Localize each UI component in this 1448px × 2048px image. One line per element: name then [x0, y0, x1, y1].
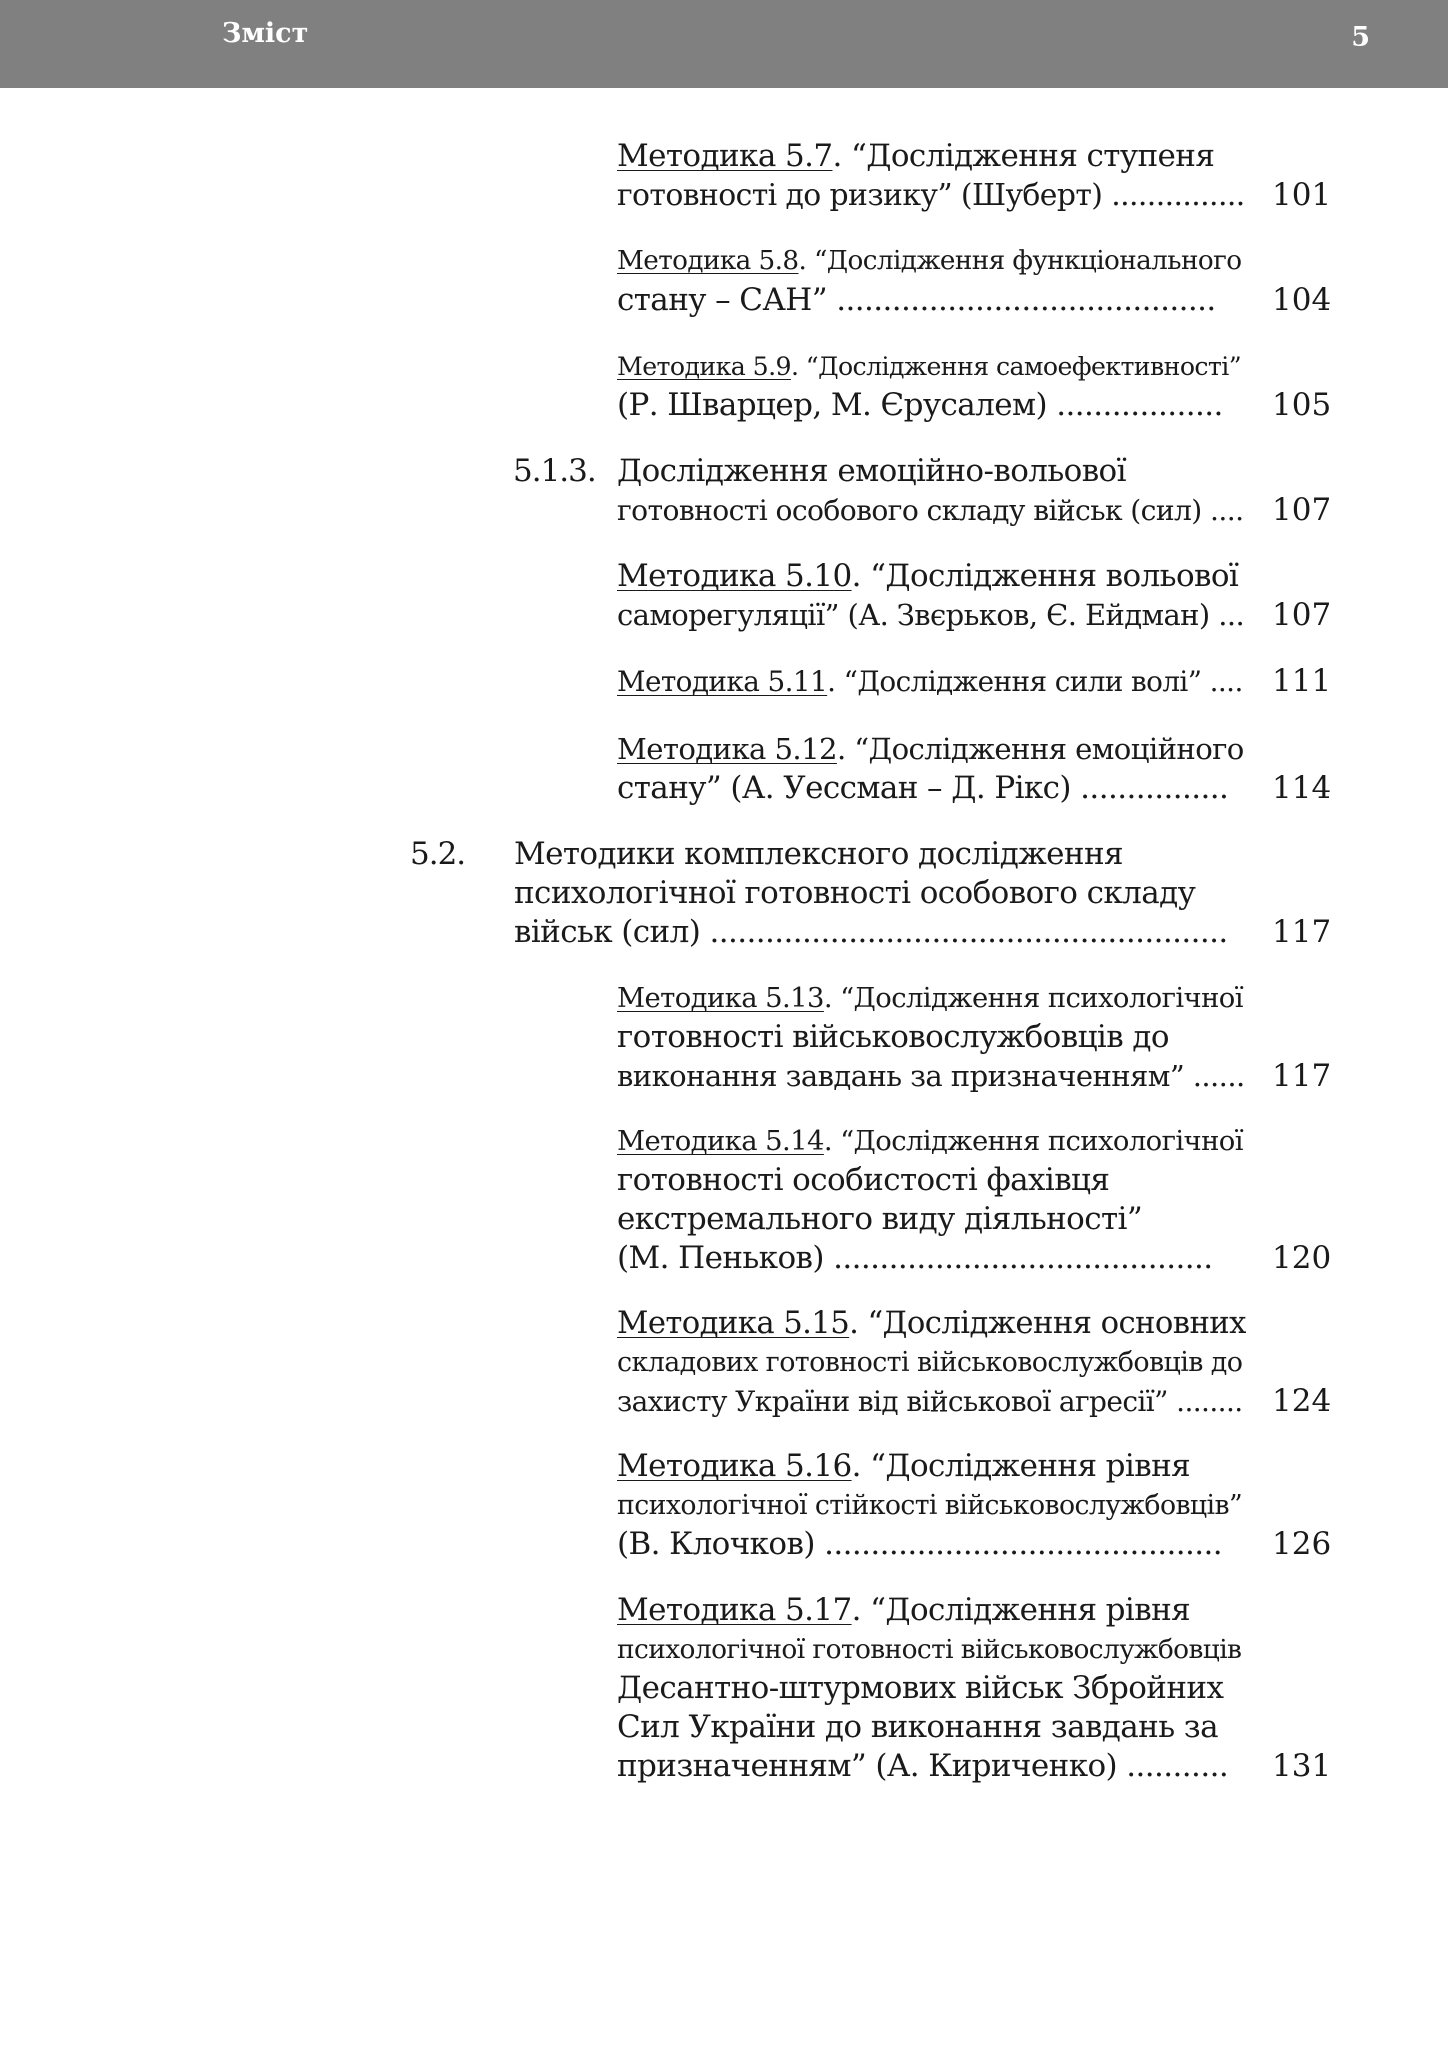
toc-entry-text: готовності особистості фахівця [617, 1162, 1110, 1198]
section-title: Зміст [222, 18, 309, 49]
toc-entry-line [514, 835, 1246, 874]
toc-page-number[interactable]: 111 [1272, 663, 1332, 699]
toc-entry-text: (М. Пеньков) ......................................... [617, 1240, 1213, 1276]
toc-entry-line [617, 1708, 1246, 1747]
toc-entry-text: захисту України від військової агресії” ........ [617, 1385, 1243, 1418]
toc-entry-text: Десантно-штурмових військ Збройних [617, 1670, 1224, 1706]
toc-entry-text: готовності до ризику” (Шуберт) ............... [617, 178, 1245, 213]
header-bar [0, 0, 1448, 88]
toc-entry-line [617, 386, 1246, 425]
toc-entry-line [617, 1447, 1246, 1486]
method-link[interactable]: Методика 5.17 [617, 1592, 852, 1628]
toc-page-number[interactable]: 105 [1272, 387, 1332, 423]
toc-entry[interactable] [0, 557, 1448, 635]
toc-entry-text: Дослідження емоційно-вольової [617, 453, 1126, 489]
method-link[interactable]: Методика 5.8 [617, 246, 799, 276]
toc-entry-line [617, 242, 1246, 281]
toc-entry-line [617, 281, 1246, 320]
toc-entry-text: психологічної готовності особового складу [514, 875, 1196, 911]
toc-entry-line [617, 769, 1246, 808]
toc-entry[interactable] [0, 452, 1448, 530]
toc-page-number[interactable]: 124 [1272, 1383, 1332, 1419]
toc-page-number[interactable]: 114 [1272, 770, 1332, 806]
page-number: 5 [1351, 22, 1370, 53]
toc-entry-text: . “Дослідження функціонального [798, 246, 1242, 276]
toc-entry[interactable] [0, 1304, 1448, 1421]
toc-entry[interactable] [0, 979, 1448, 1096]
toc-entry[interactable] [0, 1591, 1448, 1786]
toc-entry-text: (В. Клочков) ........................................... [617, 1526, 1222, 1562]
toc-entry-text: . “Дослідження емоційного [836, 732, 1244, 766]
toc-entry[interactable] [0, 835, 1448, 952]
toc-entry-text: . “Дослідження рівня [851, 1448, 1191, 1484]
toc-entry[interactable] [0, 1122, 1448, 1278]
toc-entry-line [617, 1591, 1246, 1630]
toc-entry-text: військ (сил) ........................................................ [514, 914, 1228, 950]
method-link[interactable]: Методика 5.16 [617, 1448, 852, 1484]
toc-entry-text: стану – САН” ......................................... [617, 282, 1216, 318]
toc-entry[interactable] [0, 730, 1448, 808]
method-link[interactable]: Методика 5.7 [617, 138, 833, 174]
toc-entry-line [617, 1630, 1246, 1669]
toc-entry-text: стану” (А. Уессман – Д. Рікс) ................ [617, 770, 1229, 806]
method-link[interactable]: Методика 5.12 [617, 732, 837, 766]
toc-entry-line [617, 730, 1246, 769]
toc-entry-text: готовності особового складу військ (сил) .... [617, 494, 1244, 527]
toc-entry-number: 5.2. [410, 836, 466, 872]
toc-page-number[interactable]: 120 [1272, 1240, 1332, 1276]
toc-entry-line [617, 979, 1246, 1018]
toc-page-number[interactable]: 126 [1272, 1526, 1332, 1562]
toc-entry[interactable] [0, 242, 1448, 320]
toc-entry-text: призначенням” (А. Кириченко) ........... [617, 1748, 1229, 1784]
toc-entry-line [617, 557, 1246, 596]
toc-entry-line [617, 1525, 1246, 1564]
toc-entry-text: . “Дослідження сили волі” .... [827, 665, 1243, 698]
toc-entry-text: . “Дослідження рівня [851, 1592, 1191, 1628]
toc-entry-text: . “Дослідження психологічної [823, 1126, 1243, 1157]
toc-entry-line [617, 347, 1246, 386]
toc-entry-line [617, 1200, 1246, 1239]
toc-entry-number: 5.1.3. [513, 453, 596, 489]
toc-entry-line [617, 1239, 1246, 1278]
toc-page-number[interactable]: 101 [1272, 177, 1332, 213]
toc-page-number[interactable]: 107 [1272, 597, 1332, 633]
toc-entry-text: . “Дослідження основних [849, 1306, 1246, 1341]
toc-entry-text: психологічної готовності військовослужбовців [617, 1634, 1242, 1665]
toc-entry-text: Методики комплексного дослідження [514, 836, 1123, 872]
toc-entry-text: складових готовності військовослужбовців до [617, 1347, 1243, 1378]
toc-entry-text: саморегуляції” (А. Звєрьков, Є. Ейдман) ... [617, 598, 1245, 632]
toc-entry-text: готовності військовослужбовців до [617, 1019, 1169, 1055]
toc-page-number[interactable]: 104 [1272, 282, 1332, 318]
method-link[interactable]: Методика 5.10 [617, 558, 852, 594]
toc-entry-line [514, 913, 1246, 952]
toc-entry-text: . “Дослідження психологічної [823, 983, 1243, 1014]
method-link[interactable]: Методика 5.14 [617, 1126, 824, 1157]
toc-entry[interactable] [0, 137, 1448, 215]
toc-entry-line [617, 137, 1246, 176]
toc-entry-text: виконання завдань за призначенням” ...... [617, 1059, 1245, 1093]
toc-entry-line [617, 1122, 1246, 1161]
toc-entry[interactable] [0, 347, 1448, 425]
toc-entry-line [617, 596, 1246, 635]
toc-entry-line [617, 1161, 1246, 1200]
method-link[interactable]: Методика 5.13 [617, 983, 824, 1014]
toc-entry-line [617, 1304, 1246, 1343]
toc-entry-text: . “Дослідження вольової [851, 558, 1239, 594]
method-link[interactable]: Методика 5.11 [617, 665, 828, 698]
toc-entry-text: екстремального виду діяльності” [617, 1201, 1143, 1237]
toc-entry-line [617, 1486, 1246, 1525]
toc-entry-text: психологічної стійкості військовослужбовців” [617, 1490, 1243, 1521]
toc-page-number[interactable]: 131 [1272, 1748, 1332, 1784]
toc-entry-line [617, 176, 1246, 215]
toc-entry-line [617, 1018, 1246, 1057]
toc-page-number[interactable]: 117 [1272, 1058, 1332, 1094]
toc-entry-text: (Р. Шварцер, М. Єрусалем) .................. [617, 387, 1223, 423]
toc-entry-line [617, 491, 1246, 530]
toc-entry-line [617, 1343, 1246, 1382]
toc-entry-text: . “Дослідження ступеня [832, 138, 1215, 174]
toc-entry-line [617, 662, 1246, 701]
toc-entry-text: Сил України до виконання завдань за [617, 1709, 1218, 1745]
method-link[interactable]: Методика 5.15 [617, 1306, 850, 1341]
toc-entry-line [617, 1669, 1246, 1708]
toc-page-number[interactable]: 117 [1272, 914, 1332, 950]
toc-entry-text: . “Дослідження самоефективності” [790, 352, 1242, 381]
method-link[interactable]: Методика 5.9 [617, 352, 791, 381]
toc-page-number[interactable]: 107 [1272, 492, 1332, 528]
toc-entry-line [617, 1382, 1246, 1421]
toc-entry[interactable] [0, 1447, 1448, 1564]
toc-entry-line [617, 1057, 1246, 1096]
toc-entry-line [514, 874, 1246, 913]
toc-entry[interactable] [0, 662, 1448, 701]
toc-entry-line [617, 452, 1246, 491]
toc-entry-line [617, 1747, 1246, 1786]
